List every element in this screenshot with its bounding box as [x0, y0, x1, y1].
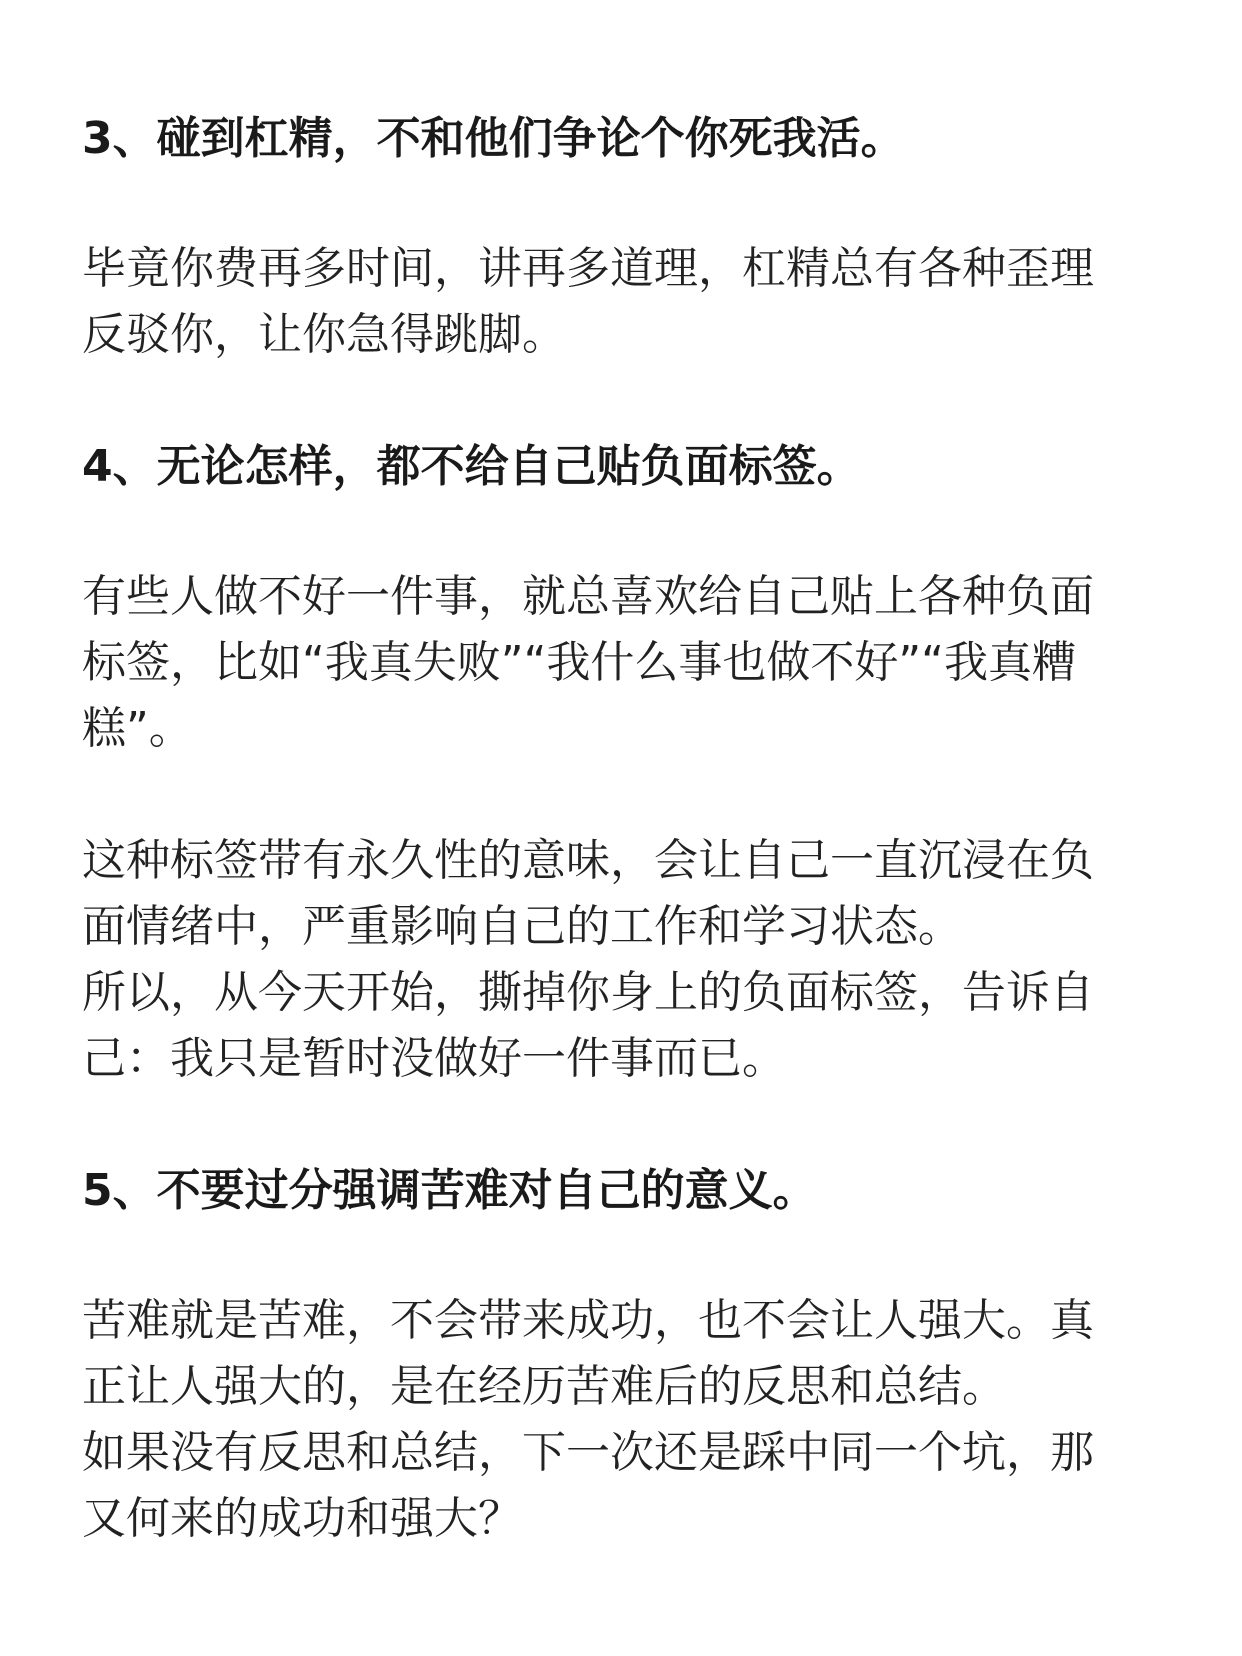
- section-4-line-6: 所以，从今天开始，撕掉你身上的负面标签，告诉自: [82, 967, 1094, 1018]
- section-4-line-2: 标签，比如“我真失败”“我什么事也做不好”“我真糟: [82, 637, 1076, 688]
- spacer: [82, 500, 1182, 564]
- section-4-line-4: 这种标签带有永久性的意味，会让自己一直沉浸在负: [82, 835, 1094, 886]
- section-5-line-3: 如果没有反思和总结，下一次还是踩中同一个坑，那: [82, 1427, 1094, 1478]
- section-4-line-5: 面情绪中，严重影响自己的工作和学习状态。: [82, 901, 962, 952]
- section-4-line-7: 己：我只是暂时没做好一件事而已。: [82, 1033, 786, 1084]
- spacer: [82, 368, 1182, 434]
- section-3-line-1: 毕竟你费再多时间，讲再多道理，杠精总有各种歪理: [82, 243, 1094, 294]
- section-4-heading: 4、无论怎样，都不给自己贴负面标签。: [82, 441, 861, 492]
- section-3-heading: 3、碰到杠精，不和他们争论个你死我活。: [82, 113, 905, 164]
- spacer: [82, 762, 1182, 828]
- section-5-heading: 5、不要过分强调苦难对自己的意义。: [82, 1165, 817, 1216]
- section-5-line-4: 又何来的成功和强大？: [82, 1493, 522, 1544]
- section-4-line-3: 糕”。: [82, 703, 193, 754]
- section-3-line-2: 反驳你，让你急得跳脚。: [82, 309, 566, 360]
- section-4-line-1: 有些人做不好一件事，就总喜欢给自己贴上各种负面: [82, 571, 1094, 622]
- section-5-line-2: 正让人强大的，是在经历苦难后的反思和总结。: [82, 1361, 1006, 1412]
- spacer: [82, 1224, 1182, 1288]
- spacer: [82, 172, 1182, 236]
- section-5-line-1: 苦难就是苦难，不会带来成功，也不会让人强大。真: [82, 1295, 1094, 1346]
- article-body: [82, 106, 1182, 1552]
- spacer: [82, 1092, 1182, 1158]
